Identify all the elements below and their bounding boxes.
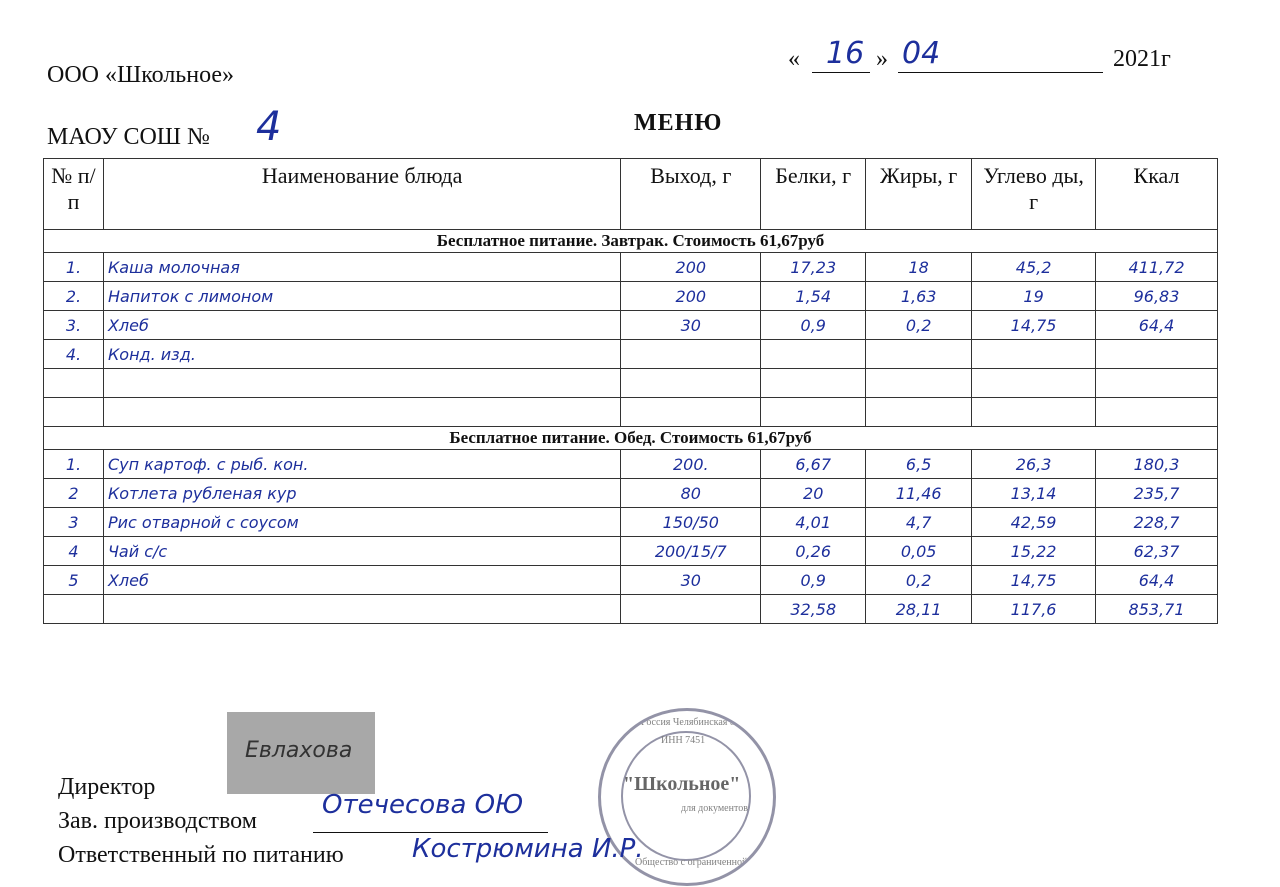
fat-value: 0,2 — [866, 566, 972, 595]
production-label: Зав. производством — [58, 808, 257, 834]
date-open-quote: « — [788, 46, 800, 72]
carbs-value: 42,59 — [972, 508, 1096, 537]
dish-name: Хлеб — [103, 566, 620, 595]
school-number: 4 — [256, 104, 282, 150]
carbs-value — [972, 369, 1096, 398]
carbs-value: 117,6 — [972, 595, 1096, 624]
dish-name — [103, 595, 620, 624]
kcal-value: 411,72 — [1096, 253, 1218, 282]
carbs-value: 45,2 — [972, 253, 1096, 282]
yield-value — [621, 340, 761, 369]
date-close-quote: » — [876, 46, 888, 72]
fat-value: 18 — [866, 253, 972, 282]
lunch-section-row — [44, 427, 1218, 450]
table-row — [44, 369, 1218, 398]
dish-name: Напиток с лимоном — [103, 282, 620, 311]
yield-value: 30 — [621, 311, 761, 340]
yield-value: 30 — [621, 566, 761, 595]
dish-name: Рис отварной с соусом — [103, 508, 620, 537]
row-number — [44, 369, 104, 398]
seal-company-name: "Школьное" — [623, 773, 741, 795]
director-label: Директор — [58, 774, 156, 800]
carbs-value — [972, 340, 1096, 369]
yield-value — [621, 398, 761, 427]
table-row — [44, 450, 1218, 479]
row-number: 1. — [44, 450, 104, 479]
table-row — [44, 479, 1218, 508]
dish-name: Конд. изд. — [103, 340, 620, 369]
fat-value: 6,5 — [866, 450, 972, 479]
dish-name: Кашa молочная — [103, 253, 620, 282]
col-carbs: Углево ды, г — [972, 159, 1096, 230]
carbs-value: 26,3 — [972, 450, 1096, 479]
fat-value: 0,05 — [866, 537, 972, 566]
row-number: 4. — [44, 340, 104, 369]
col-protein: Белки, г — [761, 159, 866, 230]
yield-value: 200. — [621, 450, 761, 479]
col-fat: Жиры, г — [866, 159, 972, 230]
protein-value: 0,9 — [761, 566, 866, 595]
table-row — [44, 595, 1218, 624]
dish-name: Хлеб — [103, 311, 620, 340]
protein-value: 6,67 — [761, 450, 866, 479]
kcal-value: 64,4 — [1096, 566, 1218, 595]
table-row — [44, 282, 1218, 311]
dish-name: Чай с/с — [103, 537, 620, 566]
seal-inn-text: ИНН 7451 — [661, 735, 706, 746]
school-label: МАОУ СОШ № — [47, 124, 210, 150]
fat-value: 1,63 — [866, 282, 972, 311]
protein-value — [761, 398, 866, 427]
organization-name: ООО «Школьное» — [47, 62, 235, 88]
director-signature: Евлахова — [245, 738, 353, 763]
kcal-value: 96,83 — [1096, 282, 1218, 311]
kcal-value — [1096, 369, 1218, 398]
fat-value: 28,11 — [866, 595, 972, 624]
nutrition-label: Ответственный по питанию — [58, 842, 344, 868]
date-month: 04 — [902, 36, 941, 71]
row-number: 1. — [44, 253, 104, 282]
protein-value: 0,26 — [761, 537, 866, 566]
table-row — [44, 311, 1218, 340]
dish-name — [103, 369, 620, 398]
fat-value: 4,7 — [866, 508, 972, 537]
lunch-section-title: Бесплатное питание. Обед. Стоимость 61,67руб — [44, 427, 1218, 450]
row-number: 5 — [44, 566, 104, 595]
yield-value: 200 — [621, 253, 761, 282]
table-row — [44, 340, 1218, 369]
fat-value: 0,2 — [866, 311, 972, 340]
seal-bottom-text: Общество с ограниченной — [635, 857, 748, 868]
dish-name: Котлета рубленая кур — [103, 479, 620, 508]
row-number: 4 — [44, 537, 104, 566]
protein-value: 20 — [761, 479, 866, 508]
yield-value: 80 — [621, 479, 761, 508]
row-number: 3 — [44, 508, 104, 537]
protein-value: 17,23 — [761, 253, 866, 282]
fat-value: 11,46 — [866, 479, 972, 508]
kcal-value: 853,71 — [1096, 595, 1218, 624]
yield-value: 200 — [621, 282, 761, 311]
col-yield: Выход, г — [621, 159, 761, 230]
table-row — [44, 398, 1218, 427]
seal-top-text: Россия Челябинская обл. — [641, 717, 748, 728]
kcal-value: 235,7 — [1096, 479, 1218, 508]
date-year: 2021г — [1113, 46, 1171, 72]
carbs-value: 14,75 — [972, 311, 1096, 340]
protein-value — [761, 340, 866, 369]
row-number — [44, 595, 104, 624]
kcal-value: 228,7 — [1096, 508, 1218, 537]
col-number: № п/п — [44, 159, 104, 230]
kcal-value — [1096, 398, 1218, 427]
breakfast-section-title: Бесплатное питание. Завтрак. Стоимость 61,67руб — [44, 230, 1218, 253]
carbs-value — [972, 398, 1096, 427]
table-row — [44, 566, 1218, 595]
production-signature: Отечесова ОЮ — [322, 790, 524, 820]
page-title: МЕНЮ — [634, 110, 723, 136]
carbs-value: 15,22 — [972, 537, 1096, 566]
yield-value — [621, 369, 761, 398]
kcal-value: 64,4 — [1096, 311, 1218, 340]
protein-value — [761, 369, 866, 398]
fat-value — [866, 340, 972, 369]
kcal-value: 180,3 — [1096, 450, 1218, 479]
carbs-value: 14,75 — [972, 566, 1096, 595]
director-signature-image — [227, 712, 375, 794]
menu-table — [43, 158, 1218, 624]
carbs-value: 13,14 — [972, 479, 1096, 508]
row-number: 2. — [44, 282, 104, 311]
row-number: 3. — [44, 311, 104, 340]
yield-value: 150/50 — [621, 508, 761, 537]
row-number: 2 — [44, 479, 104, 508]
table-row — [44, 537, 1218, 566]
kcal-value: 62,37 — [1096, 537, 1218, 566]
date-day: 16 — [826, 36, 865, 71]
seal-small-text: для документов — [681, 803, 748, 814]
col-dish-name: Наименование блюда — [103, 159, 620, 230]
protein-value: 32,58 — [761, 595, 866, 624]
protein-value: 0,9 — [761, 311, 866, 340]
yield-value: 200/15/7 — [621, 537, 761, 566]
dish-name — [103, 398, 620, 427]
carbs-value: 19 — [972, 282, 1096, 311]
col-kcal: Ккал — [1096, 159, 1218, 230]
fat-value — [866, 369, 972, 398]
breakfast-section-row — [44, 230, 1218, 253]
nutrition-signature: Кострюмина И.Р. — [412, 834, 644, 864]
protein-value: 4,01 — [761, 508, 866, 537]
table-row — [44, 253, 1218, 282]
protein-value: 1,54 — [761, 282, 866, 311]
row-number — [44, 398, 104, 427]
table-header-row — [44, 159, 1218, 230]
fat-value — [866, 398, 972, 427]
kcal-value — [1096, 340, 1218, 369]
table-row — [44, 508, 1218, 537]
yield-value — [621, 595, 761, 624]
dish-name: Суп картоф. с рыб. кон. — [103, 450, 620, 479]
